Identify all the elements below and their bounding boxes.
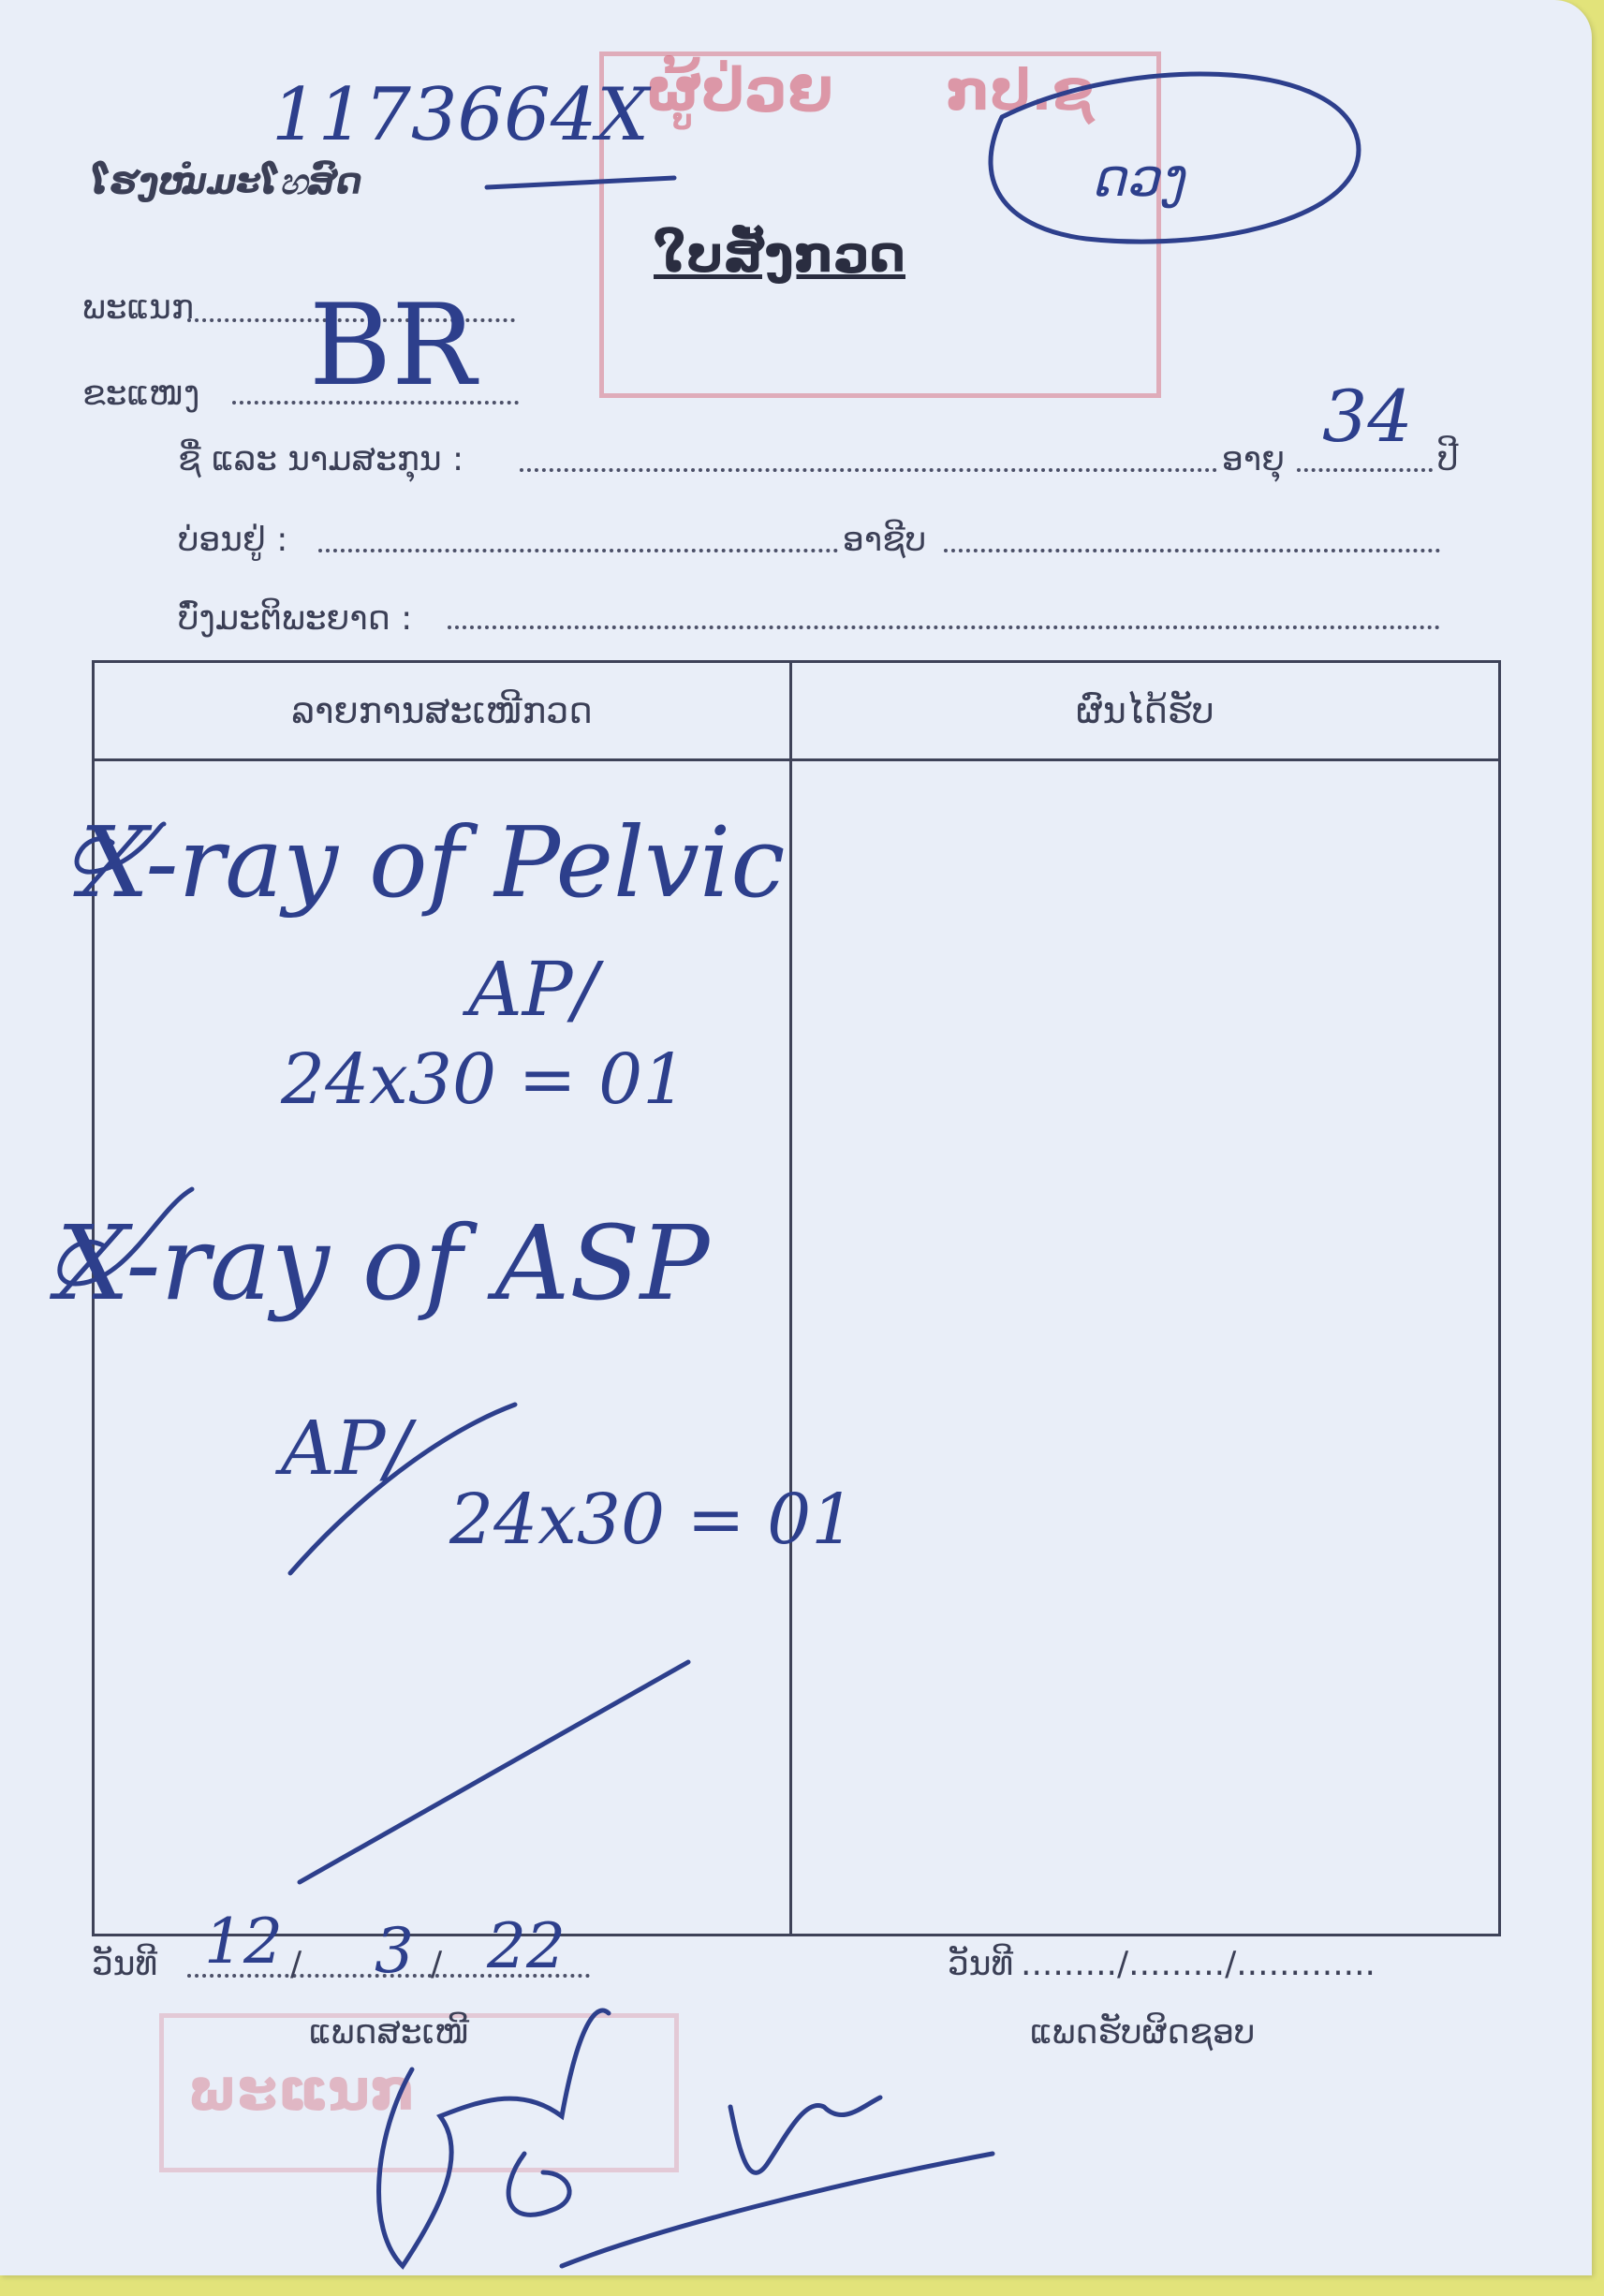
doctor-left-label: ແພດສະເໜີ	[309, 2013, 470, 2052]
ink-check-1	[77, 824, 164, 872]
date-left-year: 22	[487, 1910, 566, 1982]
handwritten-department: BR	[309, 281, 477, 411]
date-left-slash-1: /	[290, 1945, 302, 1983]
table-header-requests: ລາຍການສະເໜີກວດ	[94, 662, 791, 760]
date-left-month: 3	[375, 1915, 414, 1987]
stamp-top-text: ຜູ້ປ່ວຍ	[646, 56, 833, 125]
order-line-2: AP/	[468, 946, 598, 1033]
ink-signature-2	[508, 2154, 569, 2215]
address-label: ບ່ອນຢູ່ :	[178, 521, 288, 559]
order-line-6: 24x30 = 01	[449, 1479, 856, 1560]
date-right-value: ........./........./.............	[1021, 1945, 1376, 1983]
date-left-slash-2: /	[431, 1945, 443, 1983]
date-left-day: 12	[204, 1906, 283, 1978]
room-label: ຂະແໜງ	[82, 375, 200, 413]
ink-underline	[487, 178, 674, 187]
doctor-right-label: ແພດຮັບຜິດຊອບ	[1030, 2013, 1256, 2052]
order-line-4: X-ray of ASP	[56, 1203, 710, 1323]
ink-signature-3	[730, 2097, 880, 2172]
ink-slash-1	[290, 1405, 515, 1573]
age-label: ອາຍຸ	[1222, 440, 1285, 478]
handwritten-record-number: 1173664X	[272, 73, 649, 157]
age-unit: ປີ	[1437, 440, 1459, 478]
order-line-5: AP/	[281, 1405, 411, 1492]
history-label: ບົ່ງມະຕິພະຍາດ :	[178, 599, 413, 638]
date-left-label: ວັນທີ	[92, 1945, 158, 1983]
name-label: ຊື່ ແລະ ນາມສະກຸນ :	[178, 440, 464, 478]
form-title: ໃບສັ່ງກວດ	[654, 225, 905, 284]
table-header-results: ຜົນໄດ້ຮັບ	[791, 662, 1500, 760]
date-right-label: ວັນທີ	[948, 1945, 1014, 1983]
ink-signature-1	[379, 2010, 609, 2266]
ink-circle	[991, 74, 1359, 242]
handwritten-corner-note: ດວງ	[1091, 148, 1185, 209]
occupation-label: ອາຊີບ	[843, 521, 927, 559]
order-line-1: X-ray of Pelvic	[80, 805, 786, 920]
department-label: ພະແນກ	[82, 288, 194, 327]
department-stamp-text: ພະແນກ	[187, 2055, 416, 2124]
handwritten-age: 34	[1322, 375, 1413, 458]
hospital-label: ໂຮງໝໍມະໂහສົດ	[92, 161, 362, 202]
ink-signature-4	[562, 2154, 993, 2266]
ink-check-2	[60, 1189, 192, 1284]
order-line-3: 24x30 = 01	[281, 1039, 687, 1120]
ink-diagonal	[300, 1662, 688, 1882]
stamp-top-code: ກປ.ຊ	[946, 58, 1095, 124]
